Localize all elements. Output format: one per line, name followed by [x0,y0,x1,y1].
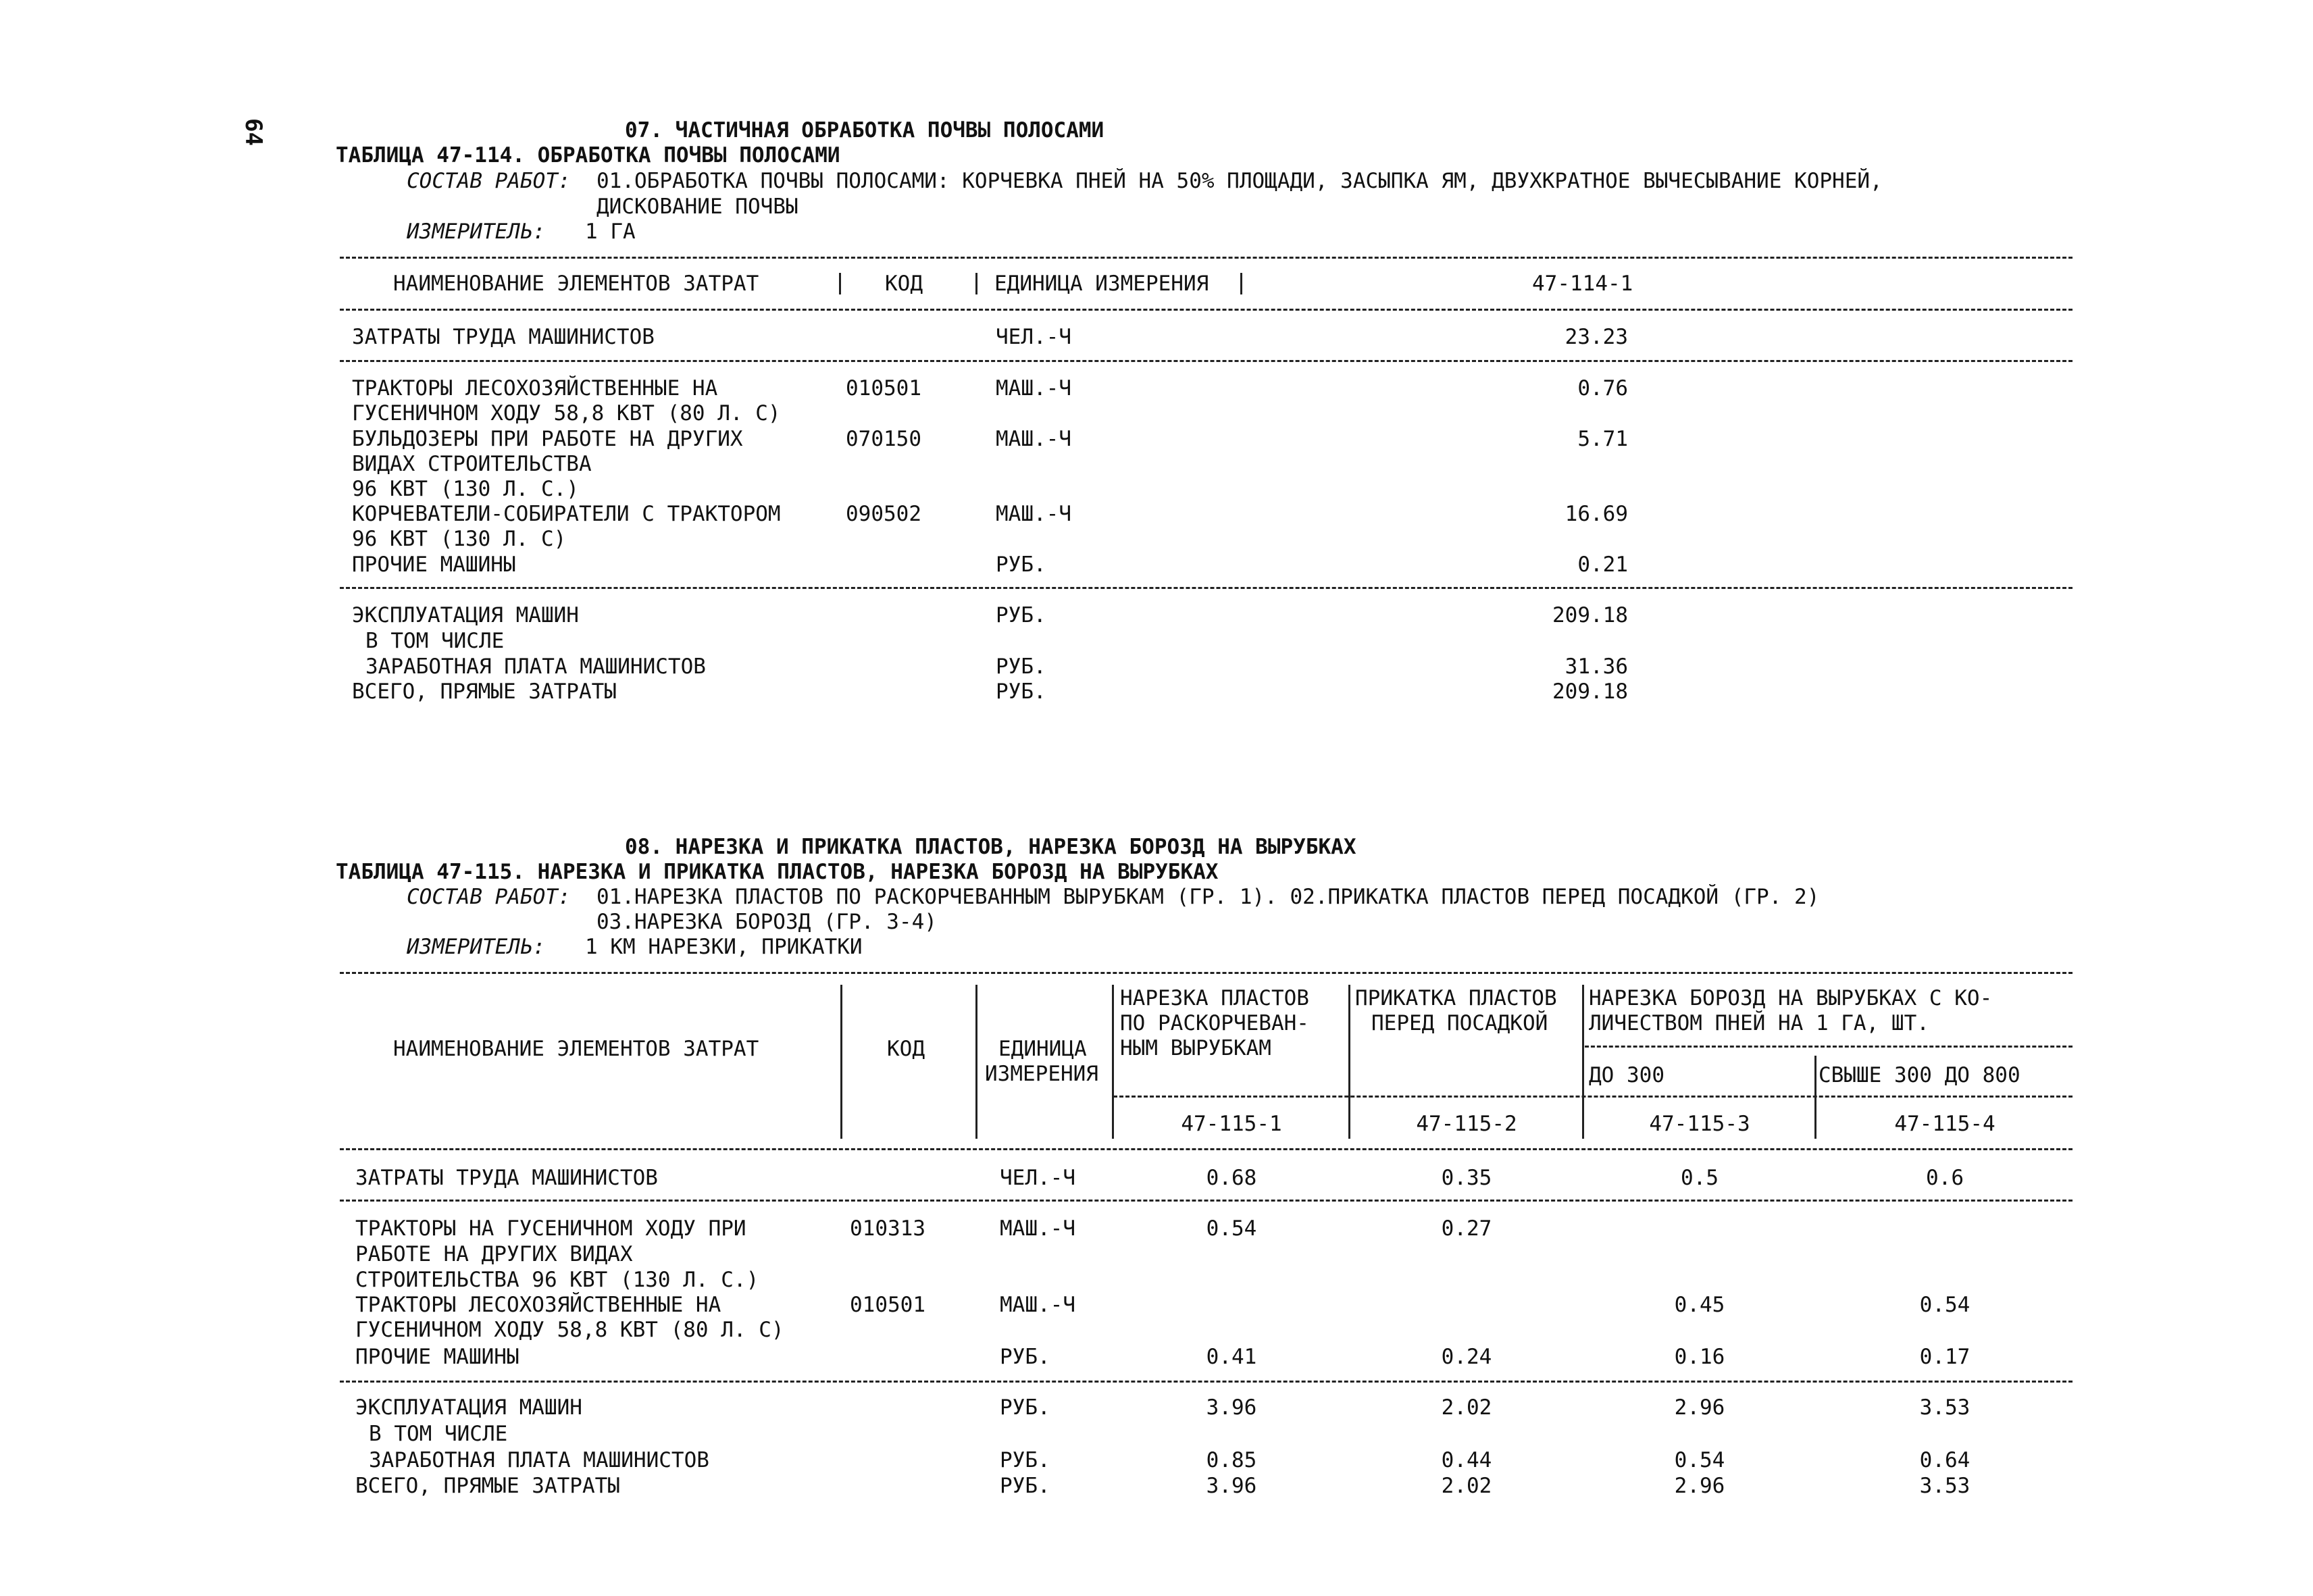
row-name-cont: ГУСЕНИЧНОМ ХОДУ 58,8 КВТ (80 Л. С) [352,401,781,426]
column-separator [1240,273,1242,294]
column-separator [1582,985,1584,1139]
row-name: БУЛЬДОЗЕРЫ ПРИ РАБОТЕ НА ДРУГИХ [352,427,743,451]
header-name: НАИМЕНОВАНИЕ ЭЛЕМЕНТОВ ЗАТРАТ [393,1037,759,1061]
row-code: 010501 [850,1293,925,1317]
row-name: ПРОЧИЕ МАШИНЫ [355,1345,519,1369]
table-rule [340,972,2073,974]
row-unit: РУБ. [996,603,1046,627]
section-heading: 08. НАРЕЗКА И ПРИКАТКА ПЛАСТОВ, НАРЕЗКА БОРОЗД НА ВЫРУБКАХ [625,835,1356,859]
row-value: 0.6 [1926,1166,1964,1190]
header-group-2: ПРИКАТКА ПЛАСТОВ [1355,986,1557,1010]
header-code: КОД [887,1037,925,1061]
header-code: КОД [885,272,923,296]
page-number: 64 [240,118,267,146]
column-separator [839,273,841,294]
header-unit: ЕДИНИЦА [998,1037,1087,1061]
row-value: 0.27 [1441,1216,1492,1241]
row-value: 0.21 [1577,552,1628,577]
header-col-47-115-1: 47-115-1 [1181,1112,1282,1136]
row-name: ЭКСПЛУАТАЦИЯ МАШИН [355,1395,582,1420]
row-unit: РУБ. [1000,1474,1050,1498]
row-name: ЗАРАБОТНАЯ ПЛАТА МАШИНИСТОВ [365,654,706,679]
header-group-1: ПО РАСКОРЧЕВАН- [1120,1011,1309,1035]
row-name-cont: 96 КВТ (130 Л. С.) [352,477,579,501]
header-col-47-115-2: 47-115-2 [1416,1112,1517,1136]
column-separator [1112,985,1114,1139]
header-col-47-115-4: 47-115-4 [1894,1112,1996,1136]
row-value: 31.36 [1565,654,1628,679]
row-name: КОРЧЕВАТЕЛИ-СОБИРАТЕЛИ С ТРАКТОРОМ [352,502,781,526]
section-heading: 07. ЧАСТИЧНАЯ ОБРАБОТКА ПОЧВЫ ПОЛОСАМИ [625,118,1104,143]
table-rule [340,1381,2073,1383]
row-unit: МАШ.-Ч [1000,1216,1075,1241]
header-unit: ЕДИНИЦА ИЗМЕРЕНИЯ [994,272,1209,296]
row-unit: ЧЕЛ.-Ч [996,325,1071,349]
row-value: 0.85 [1206,1448,1257,1472]
row-value: 3.53 [1919,1395,1971,1420]
meter-label: ИЗМЕРИТЕЛЬ: [407,935,546,959]
row-unit: РУБ. [1000,1395,1050,1420]
row-name: ЭКСПЛУАТАЦИЯ МАШИН [352,603,579,627]
row-name: ТРАКТОРЫ НА ГУСЕНИЧНОМ ХОДУ ПРИ [355,1216,746,1241]
header-col-47-115-3: 47-115-3 [1649,1112,1750,1136]
row-value: 0.76 [1577,376,1628,401]
row-name: ВСЕГО, ПРЯМЫЕ ЗАТРАТЫ [355,1474,620,1498]
row-value: 23.23 [1565,325,1628,349]
row-value: 0.41 [1206,1345,1257,1369]
table-rule [340,360,2073,362]
row-unit: РУБ. [1000,1448,1050,1472]
row-name: ЗАТРАТЫ ТРУДА МАШИНИСТОВ [352,325,655,349]
row-subheading: В ТОМ ЧИСЛЕ [369,1422,508,1446]
row-value: 2.96 [1674,1395,1725,1420]
row-value: 3.96 [1206,1395,1257,1420]
header-rule [1585,1046,2073,1048]
row-value: 0.16 [1674,1345,1725,1369]
row-value: 2.02 [1441,1474,1492,1498]
row-name-cont: 96 КВТ (130 Л. С) [352,527,567,551]
work-composition-label: СОСТАВ РАБОТ: [407,169,571,193]
table-title: ТАБЛИЦА 47-114. ОБРАБОТКА ПОЧВЫ ПОЛОСАМИ [336,143,840,168]
work-composition-line: 03.НАРЕЗКА БОРОЗД (ГР. 3-4) [596,910,937,934]
row-code: 070150 [846,427,921,451]
row-unit: МАШ.-Ч [1000,1293,1075,1317]
header-unit: ИЗМЕРЕНИЯ [985,1062,1098,1086]
row-name: ПРОЧИЕ МАШИНЫ [352,552,516,577]
row-unit: МАШ.-Ч [996,427,1071,451]
header-rule [1113,1096,2073,1098]
column-separator [975,273,977,294]
meter-value: 1 КМ НАРЕЗКИ, ПРИКАТКИ [585,935,863,959]
row-name: ВСЕГО, ПРЯМЫЕ ЗАТРАТЫ [352,679,617,704]
meter-label: ИЗМЕРИТЕЛЬ: [407,220,546,244]
row-unit: МАШ.-Ч [996,502,1071,526]
header-group-3: ЛИЧЕСТВОМ ПНЕЙ НА 1 ГА, ШТ. [1589,1011,1929,1035]
row-value: 3.96 [1206,1474,1257,1498]
row-value: 0.35 [1441,1166,1492,1190]
header-sub-4: СВЫШЕ 300 ДО 800 [1819,1063,2020,1087]
row-subheading: В ТОМ ЧИСЛЕ [365,629,505,653]
row-value: 0.68 [1206,1166,1257,1190]
work-composition-line: 01.НАРЕЗКА ПЛАСТОВ ПО РАСКОРЧЕВАННЫМ ВЫРУБКАМ (ГР. 1). 02.ПРИКАТКА ПЛАСТОВ ПЕРЕД ПОСАДКОЙ (ГР. 2) [596,885,1820,909]
row-value: 0.64 [1919,1448,1971,1472]
row-value: 3.53 [1919,1474,1971,1498]
header-group-2: ПЕРЕД ПОСАДКОЙ [1371,1011,1548,1035]
row-value: 209.18 [1552,603,1628,627]
work-composition-label: СОСТАВ РАБОТ: [407,885,571,909]
header-name: НАИМЕНОВАНИЕ ЭЛЕМЕНТОВ ЗАТРАТ [393,272,759,296]
row-value: 209.18 [1552,679,1628,704]
row-unit: РУБ. [996,679,1046,704]
column-separator [840,985,842,1139]
row-unit: МАШ.-Ч [996,376,1071,401]
row-name: ЗАРАБОТНАЯ ПЛАТА МАШИНИСТОВ [369,1448,709,1472]
row-value: 0.54 [1674,1448,1725,1472]
row-code: 010501 [846,376,921,401]
column-separator [1348,985,1350,1139]
column-separator [975,985,977,1139]
meter-value: 1 ГА [585,220,636,244]
row-unit: РУБ. [996,552,1046,577]
header-group-1: НЫМ ВЫРУБКАМ [1120,1036,1271,1060]
row-value: 0.17 [1919,1345,1971,1369]
row-value: 0.45 [1674,1293,1725,1317]
row-value: 0.54 [1206,1216,1257,1241]
row-value: 0.44 [1441,1448,1492,1472]
row-name: ТРАКТОРЫ ЛЕСОХОЗЯЙСТВЕННЫЕ НА [355,1293,721,1317]
work-composition-line: ДИСКОВАНИЕ ПОЧВЫ [596,195,798,219]
row-name-cont: ГУСЕНИЧНОМ ХОДУ 58,8 КВТ (80 Л. С) [355,1318,784,1342]
table-rule [340,1200,2073,1202]
table-rule [340,587,2073,589]
row-code: 010313 [850,1216,925,1241]
row-name: ТРАКТОРЫ ЛЕСОХОЗЯЙСТВЕННЫЕ НА [352,376,718,401]
table-rule [340,257,2073,259]
row-unit: РУБ. [996,654,1046,679]
row-value: 0.5 [1681,1166,1719,1190]
row-name-cont: ВИДАХ СТРОИТЕЛЬСТВА [352,452,592,476]
row-value: 16.69 [1565,502,1628,526]
table-rule [340,309,2073,311]
row-value: 5.71 [1577,427,1628,451]
row-name-cont: РАБОТЕ НА ДРУГИХ ВИДАХ [355,1242,633,1266]
row-code: 090502 [846,502,921,526]
row-unit: ЧЕЛ.-Ч [1000,1166,1075,1190]
row-name: ЗАТРАТЫ ТРУДА МАШИНИСТОВ [355,1166,658,1190]
header-group-3: НАРЕЗКА БОРОЗД НА ВЫРУБКАХ С КО- [1589,986,1993,1010]
row-value: 0.24 [1441,1345,1492,1369]
header-sub-3: ДО 300 [1589,1063,1664,1087]
header-group-1: НАРЕЗКА ПЛАСТОВ [1120,986,1309,1010]
row-name-cont: СТРОИТЕЛЬСТВА 96 КВТ (130 Л. С.) [355,1268,759,1292]
row-value: 0.54 [1919,1293,1971,1317]
row-value: 2.02 [1441,1395,1492,1420]
table-title: ТАБЛИЦА 47-115. НАРЕЗКА И ПРИКАТКА ПЛАСТОВ, НАРЕЗКА БОРОЗД НА ВЫРУБКАХ [336,860,1219,884]
header-col-47-114-1: 47-114-1 [1532,272,1633,296]
row-value: 2.96 [1674,1474,1725,1498]
work-composition-line: 01.ОБРАБОТКА ПОЧВЫ ПОЛОСАМИ: КОРЧЕВКА ПНЕЙ НА 50% ПЛОЩАДИ, ЗАСЫПКА ЯМ, ДВУХКРАТНОЕ ВЫЧЕСЫВАНИЕ КОРНЕЙ, [596,169,1883,193]
row-unit: РУБ. [1000,1345,1050,1369]
table-rule [340,1148,2073,1150]
